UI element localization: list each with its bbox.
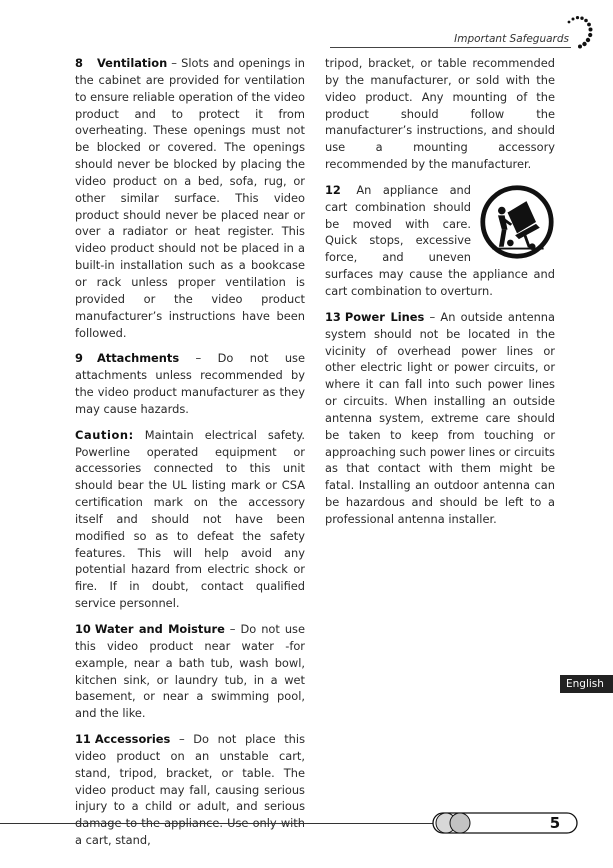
section-title: Power Lines: [344, 309, 425, 324]
section-text: – Do not place this video product on an unstable cart, stand, tripod, bracket, or table. The video product may fall, causing serious injury to a child or adult, and serious damage to the appliance. Use only with a cart, stand,: [75, 732, 305, 848]
section-number: 13: [325, 309, 341, 324]
section-title: Ventilation: [96, 56, 168, 70]
section-accessories: [75, 731, 305, 849]
section-ventilation: [75, 55, 305, 341]
section-title: Water and Moisture: [94, 622, 225, 636]
right-column: [325, 55, 555, 537]
language-tab: English: [560, 675, 613, 693]
section-title: Attachments: [96, 351, 180, 366]
section-caution: [75, 427, 305, 612]
section-text: – An outside antenna system should not be located in the vicinity of overhead power lines or other electric light or power circuits, or where it can fall into such power lines or circuits. When installing an outside antenna system, extreme care should be taken to keep from touching or approaching such power lines or circuits as that contact with them might be fatal. Installing an outdoor antenna can be hazardous and should be left to a professional antenna installer.: [325, 309, 555, 526]
section-cart: [325, 182, 555, 300]
header-rule: [330, 47, 571, 48]
section-title: Accessories: [94, 732, 171, 747]
page-number: 5: [549, 814, 561, 832]
section-number: 8: [75, 56, 83, 70]
footer-rule: [0, 823, 440, 824]
running-header: Important Safeguards: [454, 33, 569, 45]
section-text: Maintain electrical safety. Powerline operated equipment or accessories connected to this unit should bear the UL listing mark or CSA certification mark on the accessory itself and should not have been modified so as to defeat the safety features. This will help avoid any potential hazard from electric shock or fire. If in doubt, contact qualified service personnel.: [75, 427, 305, 611]
section-accessories-continued: tripod, bracket, or table recommended by the manufacturer, or sold with the video product. Any mounting of the product should follow the manufacturer’s instructions, and should use a mounting accessory recommended by the manufacturer.: [325, 56, 555, 172]
section-text: – Slots and openings in the cabinet are provided for ventilation to ensure reliable operation of the video product and to protect it from overheating. These openings must not be blocked or covered. The openings should never be blocked by placing the video product on a bed, sofa, rug, or other similar surface. This video product should never be placed near or over a radiator or heat register. This video product should not be placed in a built-in installation such as a bookcase or rack unless proper ventilation is provided or the video product manufacturer’s instructions have been followed.: [75, 56, 305, 340]
dotted-arc-icon: [563, 14, 593, 50]
left-column: [75, 55, 305, 858]
caution-label: Caution:: [75, 427, 134, 442]
section-attachments: [75, 350, 305, 417]
section-text: An appliance and cart combination should be moved with care. Quick stops, excessive force, and uneven surfaces may cause the appliance and cart combination to overturn.: [325, 182, 555, 298]
section-text: – Do not use attachments unless recommended by the video product manufacturer as they may cause hazards.: [75, 351, 305, 416]
section-number: 12: [325, 182, 341, 197]
section-number: 11: [75, 732, 91, 747]
section-power-lines: [325, 309, 555, 528]
section-number: 9: [75, 351, 83, 366]
cart-tipover-warning-icon: [479, 184, 555, 260]
section-water-moisture: [75, 621, 305, 722]
section-text: – Do not use this video product near water -for example, near a bath tub, wash bowl, kitchen sink, or laundry tub, in a wet basement, or near a swimming pool, and the like.: [75, 622, 305, 721]
section-number: 10: [75, 622, 91, 636]
